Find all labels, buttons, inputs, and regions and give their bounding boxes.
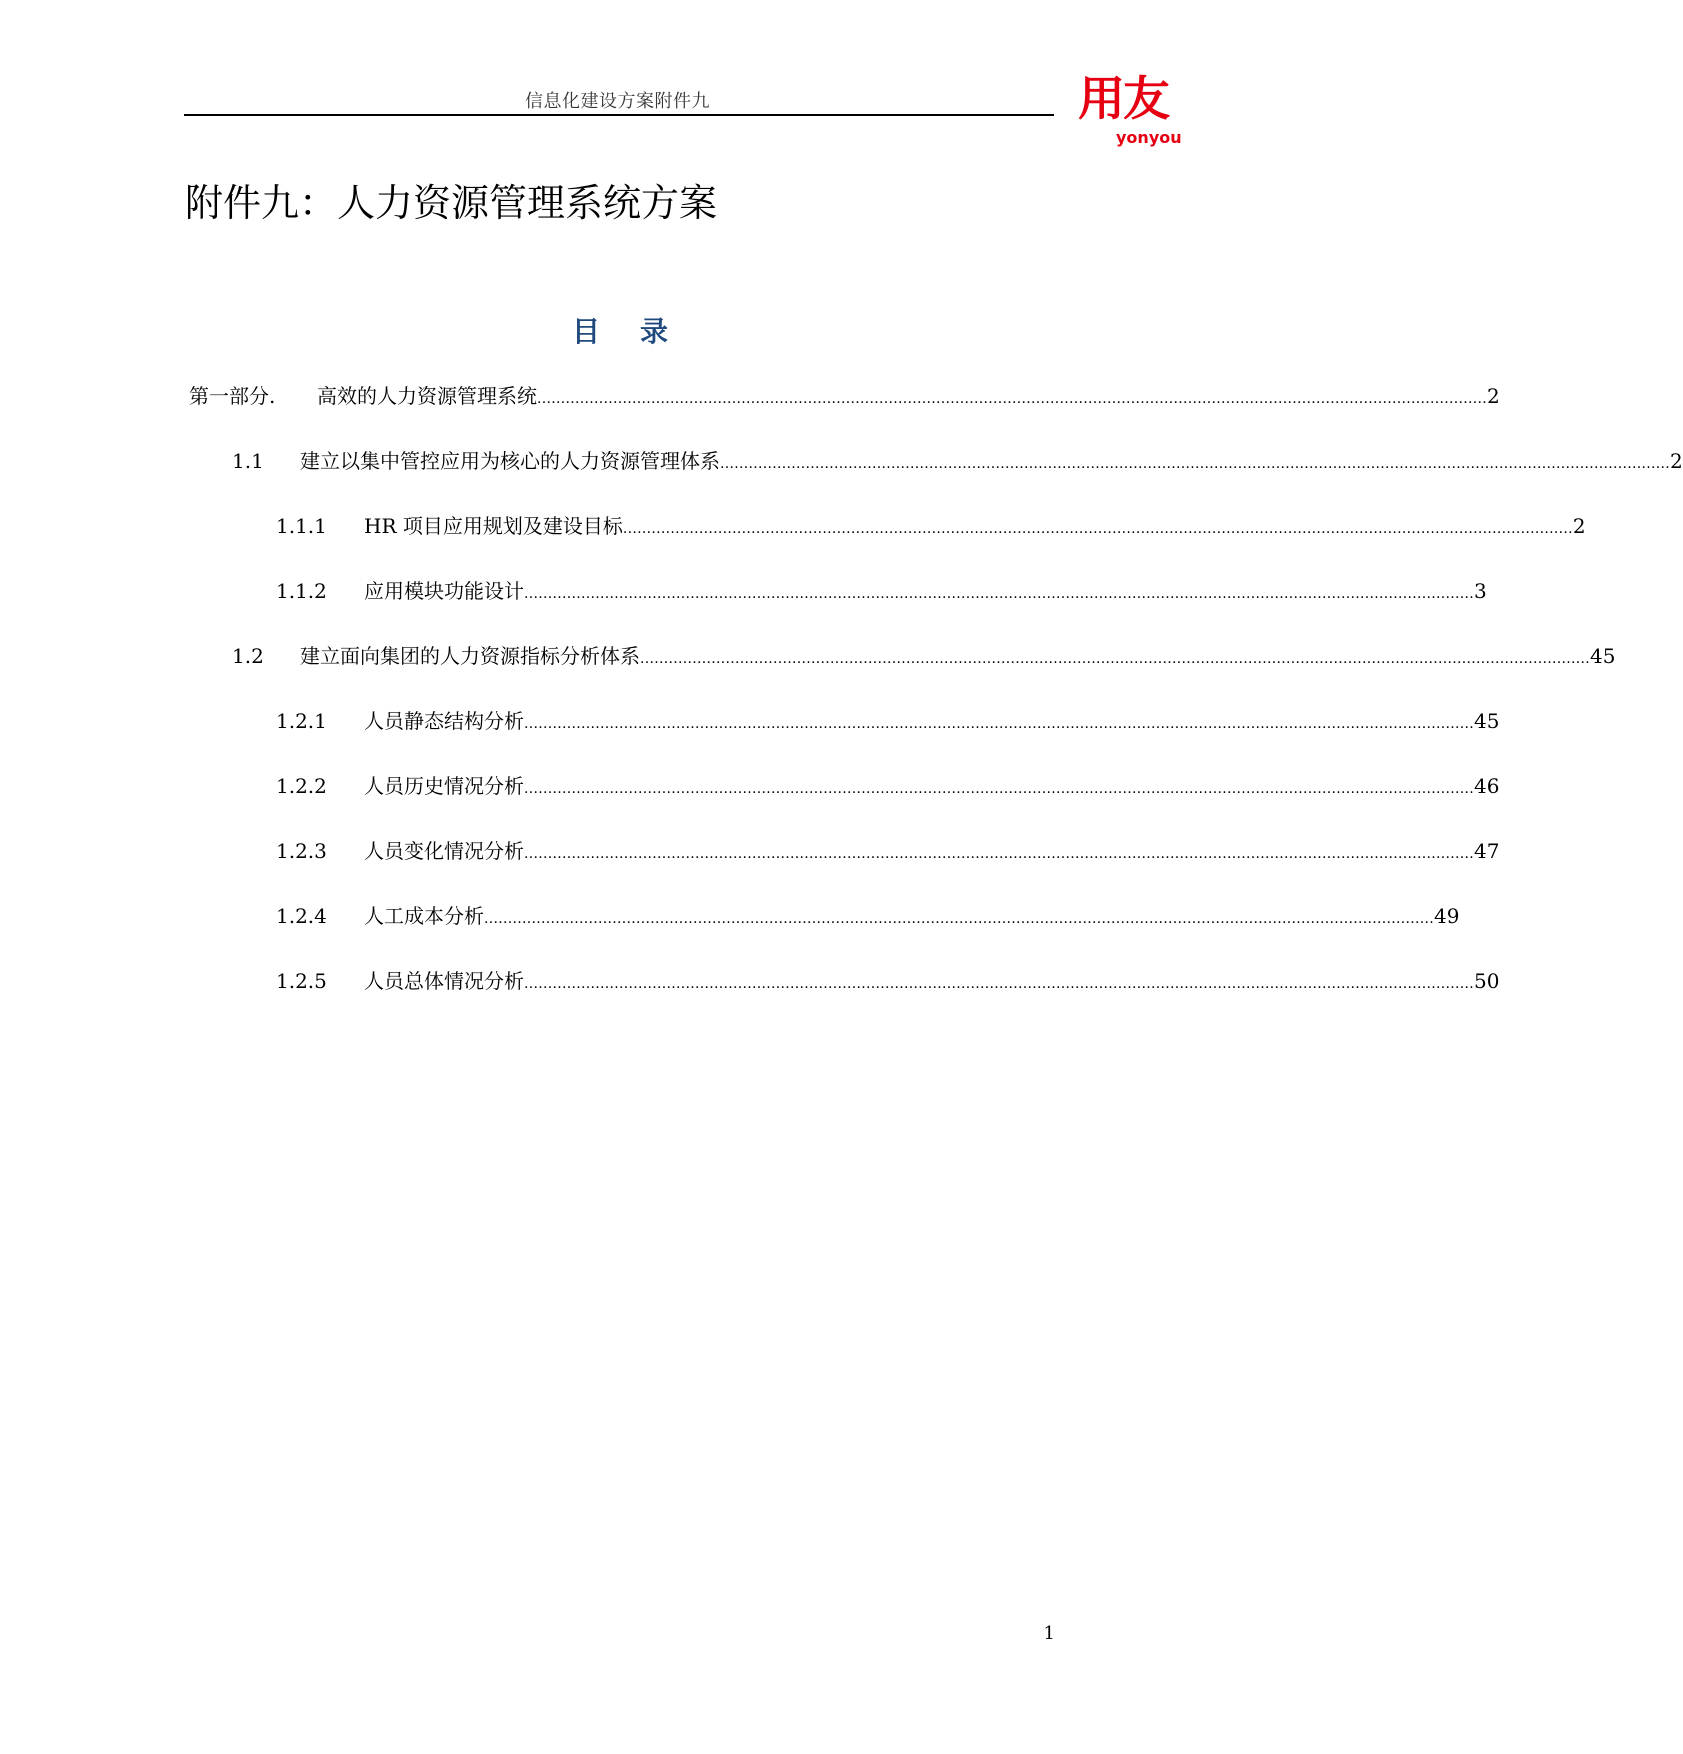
toc-entry-title: 人员变化情况分析 [364, 839, 524, 863]
toc-heading: 目录 [571, 315, 708, 348]
toc-entry-page: 45 [1474, 709, 1500, 733]
logo-chinese-text: 用友 [1078, 72, 1168, 127]
toc-dot-leader: ........................................................................................................................................................................................................ [720, 456, 1671, 472]
toc-entry-title: 人员静态结构分析 [364, 709, 524, 733]
toc-entry-page: 46 [1474, 774, 1500, 798]
toc-entry-number: 1.1.2 [276, 579, 327, 603]
toc-entry-title: 应用模块功能设计 [364, 579, 524, 603]
toc-entry-1-2-5[interactable] [276, 966, 1500, 996]
toc-entry-1-2-4[interactable] [276, 901, 1460, 931]
toc-entry-page: 2 [1572, 514, 1586, 538]
toc-entry-1-2-3[interactable] [276, 836, 1500, 866]
toc-dot-leader: ........................................................................................................................................................................................................ [524, 976, 1475, 992]
toc-entry-number: 1.2 [232, 644, 264, 668]
toc-entry-page: 47 [1474, 839, 1500, 863]
toc-entry-number: 1.2.2 [276, 774, 327, 798]
document-title: 附件九：人力资源管理系统方案 [185, 181, 718, 225]
toc-entry-page: 45 [1590, 644, 1616, 668]
toc-entry-title: 人工成本分析 [364, 904, 484, 928]
toc-entry-page: 3 [1474, 579, 1487, 603]
toc-dot-leader: ........................................................................................................................................................................................................ [640, 651, 1591, 667]
toc-entry-title: 建立面向集团的人力资源指标分析体系 [300, 644, 640, 668]
toc-entry-number: 1.2.5 [276, 969, 327, 993]
toc-entry-part-1[interactable] [189, 381, 1500, 411]
toc-entry-number: 1.1.1 [276, 514, 327, 538]
toc-entry-number: 1.2.4 [276, 904, 327, 928]
toc-entry-page: 50 [1474, 969, 1500, 993]
toc-dot-leader: ........................................................................................................................................................................................................ [524, 781, 1475, 797]
toc-entry-1-1[interactable] [232, 446, 1683, 476]
page-number: 1 [1043, 1623, 1055, 1644]
toc-dot-leader: ........................................................................................................................................................................................................ [484, 911, 1435, 927]
yonyou-logo [1078, 74, 1198, 154]
toc-entry-title: 人员历史情况分析 [364, 774, 524, 798]
toc-entry-title: HR 项目应用规划及建设目标 [364, 514, 623, 538]
toc-entry-number: 第一部分. [189, 384, 276, 408]
toc-entry-1-2-1[interactable] [276, 706, 1500, 736]
running-header: 信息化建设方案附件九 [525, 91, 710, 112]
toc-entry-1-2[interactable] [232, 641, 1616, 671]
toc-entry-number: 1.2.1 [276, 709, 327, 733]
toc-entry-number: 1.1 [232, 449, 264, 473]
toc-entry-number: 1.2.3 [276, 839, 327, 863]
toc-entry-1-2-2[interactable] [276, 771, 1500, 801]
toc-dot-leader: ........................................................................................................................................................................................................ [537, 391, 1488, 407]
toc-entry-page: 2 [1670, 449, 1683, 473]
toc-dot-leader: ........................................................................................................................................................................................................ [524, 846, 1475, 862]
toc-entry-title: 建立以集中管控应用为核心的人力资源管理体系 [300, 449, 720, 473]
toc-entry-title: 高效的人力资源管理系统 [317, 384, 537, 408]
toc-entry-1-1-1[interactable] [276, 511, 1586, 541]
toc-dot-leader: ........................................................................................................................................................................................................ [524, 716, 1475, 732]
toc-dot-leader: ........................................................................................................................................................................................................ [524, 586, 1475, 602]
toc-entry-page: 2 [1487, 384, 1500, 408]
logo-english-text: yonyou [1116, 128, 1182, 147]
header-divider [184, 114, 1054, 116]
toc-entry-page: 49 [1434, 904, 1460, 928]
toc-dot-leader: ........................................................................................................................................................................................................ [622, 521, 1573, 537]
toc-entry-1-1-2[interactable] [276, 576, 1487, 606]
toc-entry-title: 人员总体情况分析 [364, 969, 524, 993]
